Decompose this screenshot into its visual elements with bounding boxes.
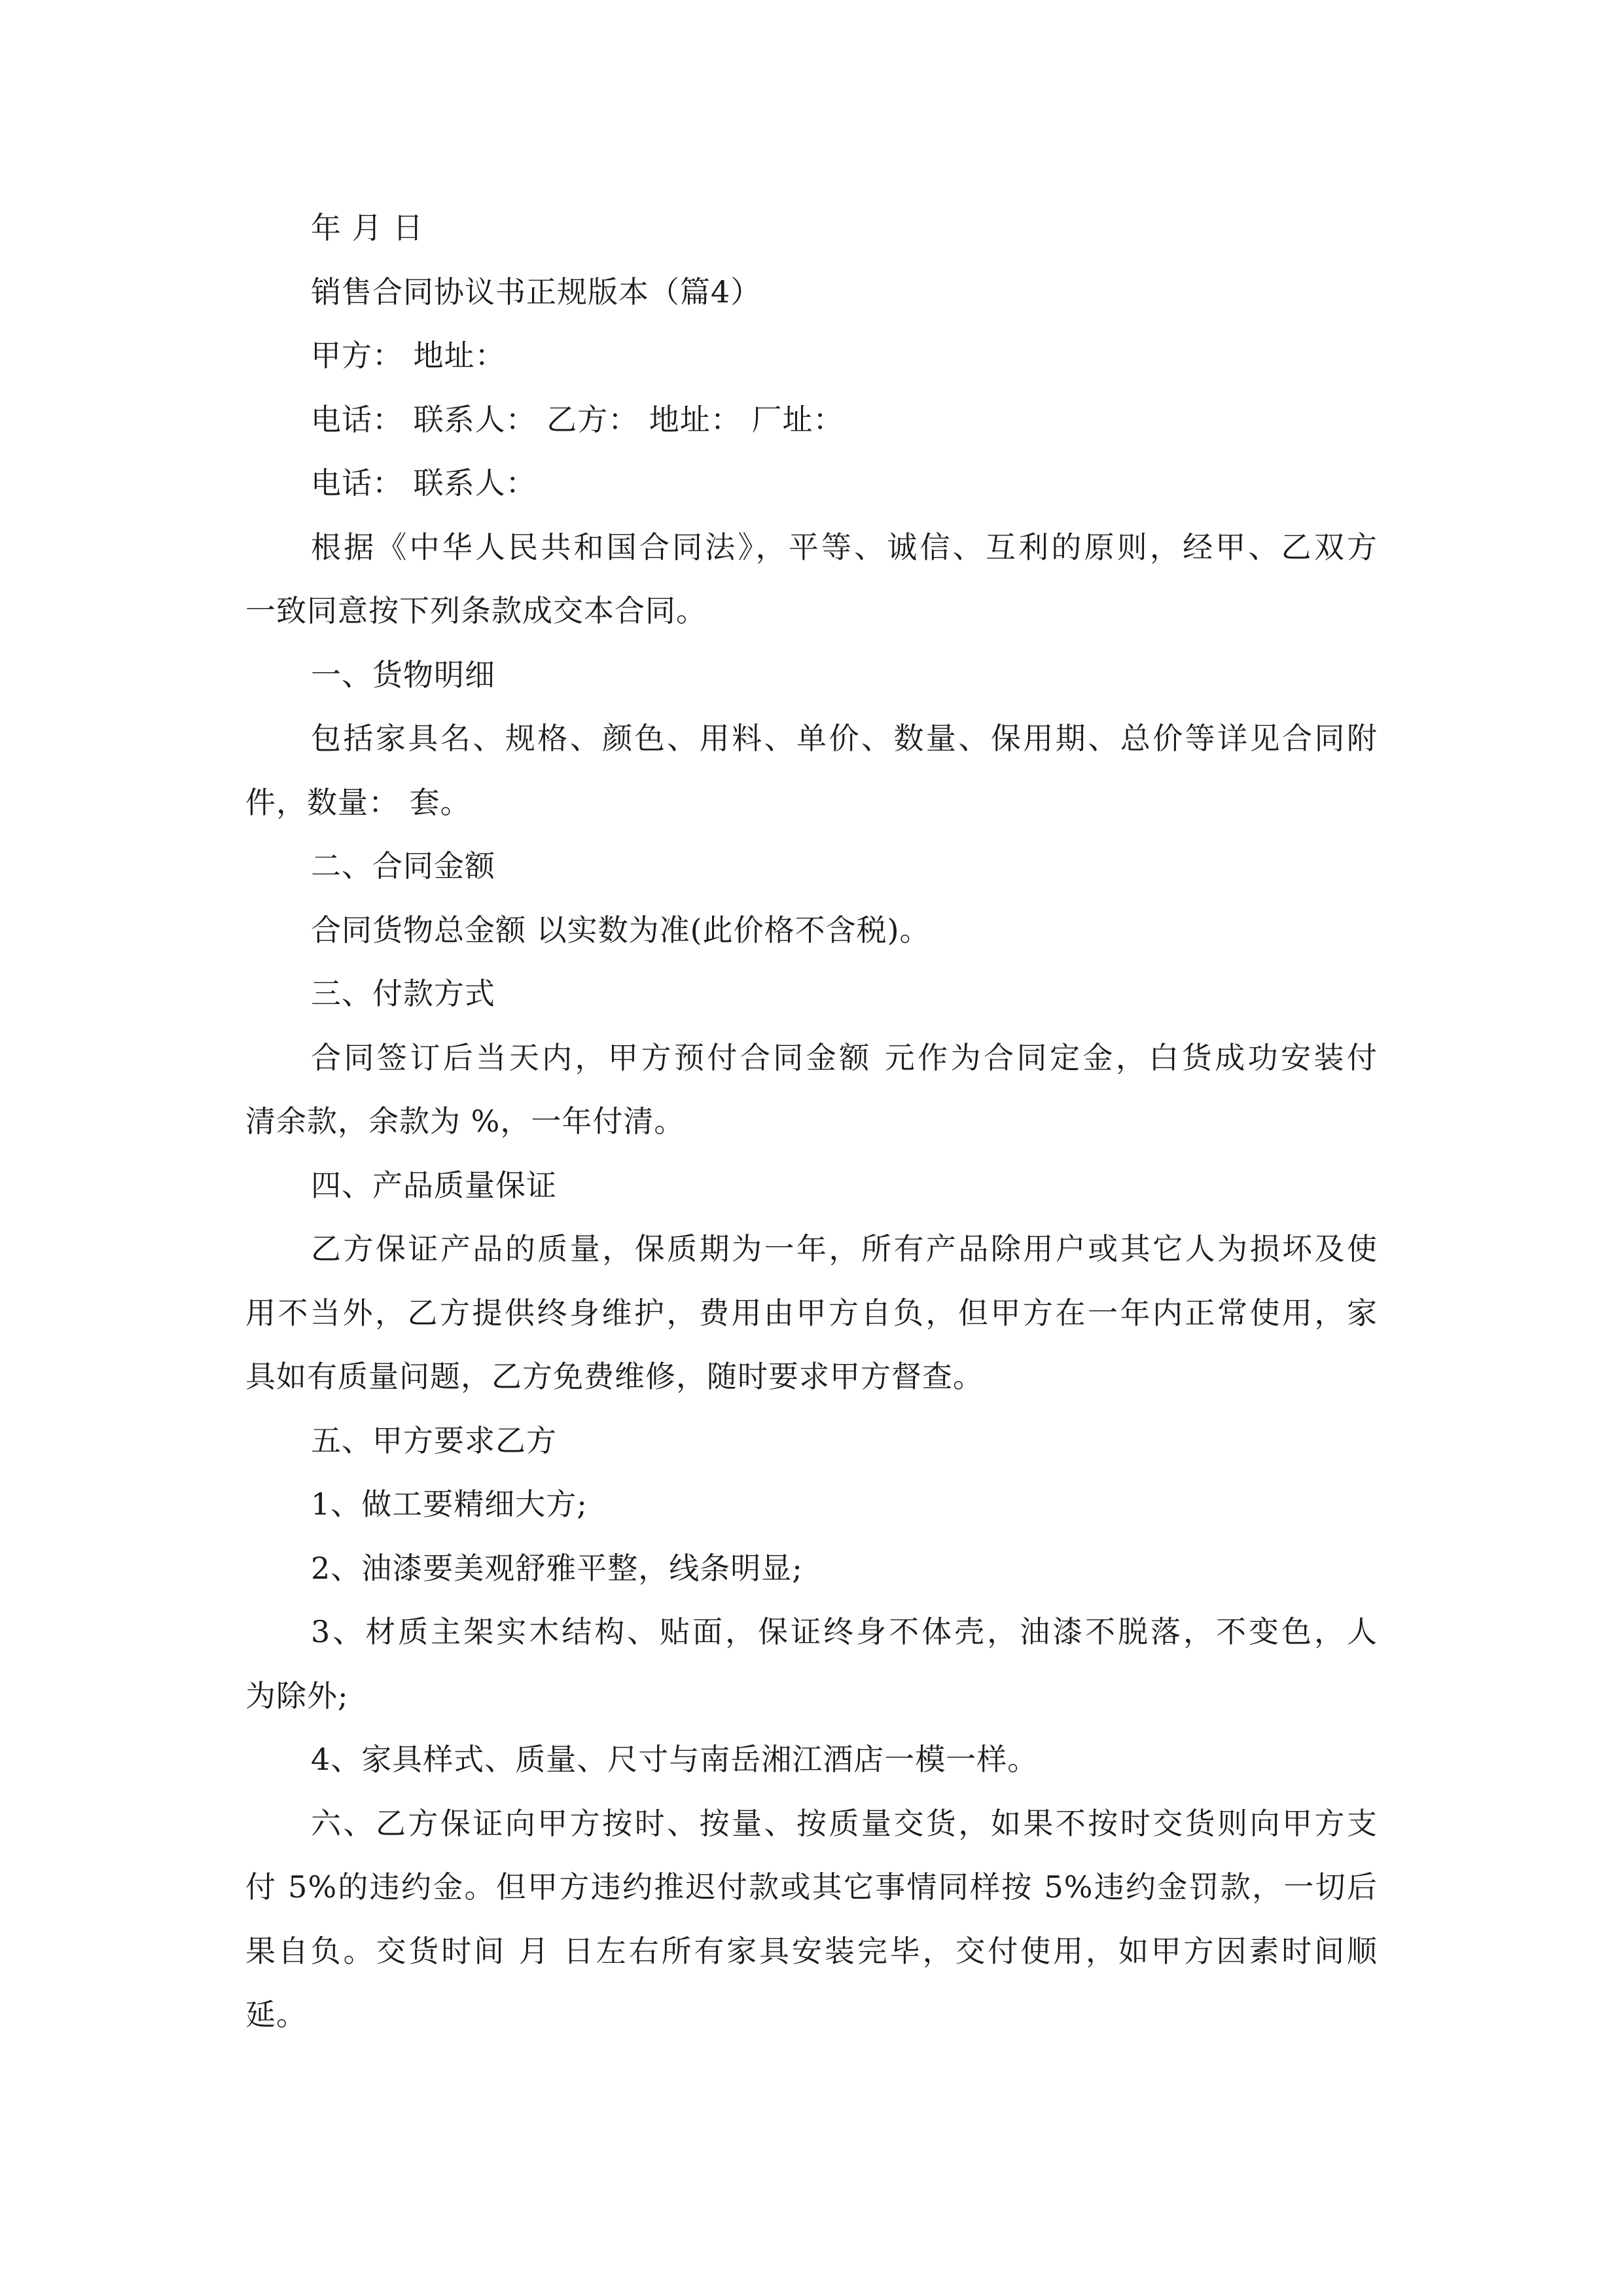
text-line: 一致同意按下列条款成交本合同。	[245, 593, 707, 628]
text-line: 为除外;	[245, 1677, 349, 1713]
text-line: 具如有质量问题，乙方免费维修，随时要求甲方督查。	[245, 1359, 984, 1394]
text-line: 一、货物明细	[311, 656, 495, 692]
text-line: 六、乙方保证向甲方按时、按量、按质量交货，如果不按时交货则向甲方支	[311, 1805, 1378, 1841]
text-line: 4、家具样式、质量、尺寸与南岳湘江酒店一模一样。	[311, 1742, 1039, 1777]
text-line: 四、产品质量保证	[311, 1167, 557, 1203]
text-line: 三、付款方式	[311, 976, 495, 1011]
text-line: 1、做工要精细大方;	[311, 1486, 588, 1522]
text-line: 合同货物总金额 以实数为准(此价格不含税)。	[311, 912, 931, 948]
text-line: 包括家具名、规格、颜色、用料、单价、数量、保用期、总价等详见合同附	[311, 721, 1378, 756]
document-body	[245, 196, 1378, 2047]
text-line: 合同签订后当天内，甲方预付合同金额 元作为合同定金，白货成功安装付	[311, 1039, 1378, 1075]
text-line: 3、材质主架实木结构、贴面，保证终身不体壳，油漆不脱落，不变色，人	[311, 1614, 1378, 1649]
text-line: 二、合同金额	[311, 848, 495, 884]
text-line: 果自负。交货时间 月 日左右所有家具安装完毕，交付使用，如甲方因素时间顺	[245, 1933, 1378, 1969]
text-line: 五、甲方要求乙方	[311, 1422, 557, 1458]
text-line: 乙方保证产品的质量，保质期为一年，所有产品除用户或其它人为损坏及使	[311, 1231, 1378, 1266]
text-line: 甲方： 地址：	[311, 338, 506, 373]
text-line: 件，数量： 套。	[245, 784, 471, 820]
text-line: 清余款，余款为 %，一年付清。	[245, 1103, 685, 1139]
text-line: 用不当外，乙方提供终身维护，费用由甲方自负，但甲方在一年内正常使用，家	[245, 1295, 1378, 1331]
text-line: 付 5%的违约金。但甲方违约推迟付款或其它事情同样按 5%违约金罚款，一切后	[245, 1869, 1378, 1905]
text-line: 电话： 联系人： 乙方： 地址： 厂址：	[311, 401, 844, 437]
text-line: 电话： 联系人：	[311, 465, 537, 501]
text-line: 根据《中华人民共和国合同法》，平等、诚信、互利的原则，经甲、乙双方	[311, 529, 1378, 565]
text-line: 销售合同协议书正规版本（篇4）	[311, 274, 762, 310]
text-line: 2、油漆要美观舒雅平整，线条明显;	[311, 1550, 803, 1586]
text-line: 延。	[245, 1997, 307, 2032]
text-line: 年 月 日	[311, 210, 424, 245]
